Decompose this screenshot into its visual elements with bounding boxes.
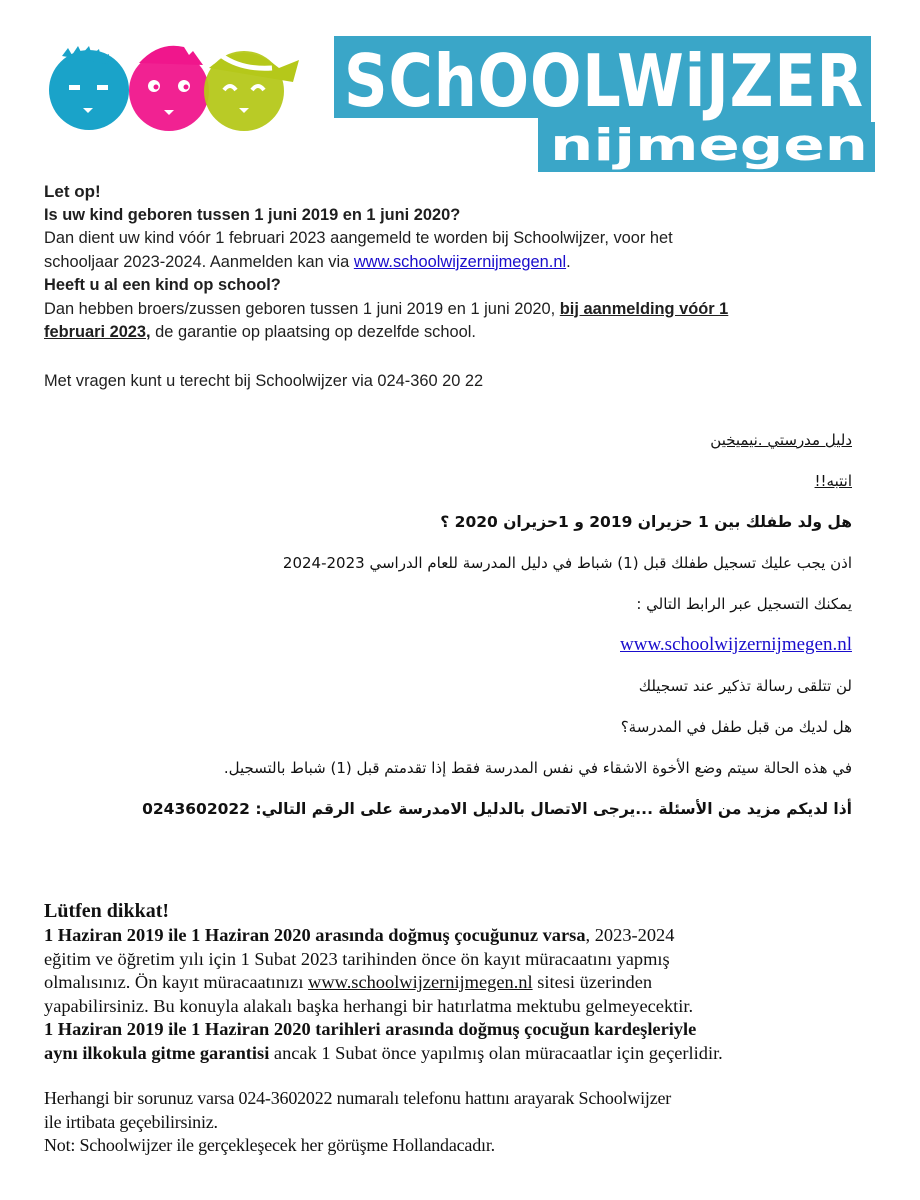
cyan-face-icon xyxy=(49,46,129,130)
turkish-text: ancak 1 Subat önce yapılmış olan müracaatlar için geçerlidir. xyxy=(269,1042,723,1063)
arabic-attention: انتبه!! xyxy=(814,472,852,490)
green-face-icon xyxy=(204,51,299,131)
arabic-contact: أذا لديكم مزيد من الأسئلة ...يرجى الاتصال بالدليل الامدرسة على الرقم التالي: 0243602022 xyxy=(142,800,852,818)
dutch-question-2: Heeft u al een kind op school? xyxy=(44,276,281,294)
arabic-heading: دليل مدرستي .نيميخين xyxy=(710,431,852,449)
turkish-contact-line-1: Herhangi bir sorunuz varsa 024-3602022 numaralı telefonu hattını arayarak Schoolwijzer xyxy=(44,1088,672,1108)
turkish-paragraph-1-line-3 xyxy=(44,971,874,995)
turkish-text: , 2023-2024 xyxy=(585,925,675,945)
dutch-text: de garantie op plaatsing op dezelfde school. xyxy=(150,323,476,341)
turkish-paragraph-1-line-4: yapabilirsiniz. Bu konuyla alakalı başka herhangi bir hatırlatma mektubu gelmeyecektir. xyxy=(44,995,694,1016)
logo-wordmark xyxy=(330,36,875,176)
dutch-bold-text: februari 2023, xyxy=(44,323,151,341)
pink-face-icon xyxy=(129,46,209,131)
dutch-contact: Met vragen kunt u terecht bij Schoolwijzer via 024-360 20 22 xyxy=(44,371,484,390)
turkish-paragraph-2-line-1: 1 Haziran 2019 ile 1 Haziran 2020 tarihleri arasında doğmuş çocuğun kardeşleriyle xyxy=(44,1019,697,1039)
turkish-section xyxy=(44,898,874,1158)
dutch-text: schooljaar 2023-2024. Aanmelden kan via xyxy=(44,252,354,271)
dutch-bold-text: bij aanmelding vóór 1 xyxy=(559,299,729,318)
arabic-website-link[interactable]: www.schoolwijzernijmegen.nl xyxy=(620,634,852,655)
dutch-text: Dan hebben broers/zussen geboren tussen 1 juni 2019 en 1 juni 2020, xyxy=(44,299,560,318)
dutch-section xyxy=(44,180,844,393)
arabic-line-2: يمكنك التسجيل عبر الرابط التالي : xyxy=(636,595,852,613)
arabic-question-1: هل ولد طفلك بين 1 حزيران 2019 و 1حزيران 2020 ؟ xyxy=(440,513,852,531)
turkish-text: olmalısınız. Ön kayıt müracaatınızı xyxy=(44,972,309,992)
arabic-line-4: في هذه الحالة سيتم وضع الأخوة الاشقاء في نفس المدرسة فقط إذا تقدمتم قبل (1) شباط بالتسجيل. xyxy=(223,759,852,777)
turkish-paragraph-1-line-2: eğitim ve öğretim yılı için 1 Subat 2023 tarihinden önce ön kayıt müracaatını yapmış xyxy=(44,948,670,969)
arabic-link-line xyxy=(92,633,852,674)
arabic-line-3: لن تتلقى رسالة تذكير عند تسجيلك xyxy=(638,677,852,695)
turkish-note: Not: Schoolwijzer ile gerçekleşecek her görüşme Hollandacadır. xyxy=(44,1135,495,1155)
dutch-question-1: Is uw kind geboren tussen 1 juni 2019 en 1 juni 2020? xyxy=(44,205,461,224)
dutch-text: . xyxy=(566,252,571,271)
brand-subname: nijmegen xyxy=(550,120,868,171)
arabic-line-1: اذن يجب عليك تسجيل طفلك قبل (1) شباط في دليل المدرسة للعام الدراسي 2023-2024 xyxy=(282,554,852,572)
turkish-contact-line-2: ile irtibata geçebilirsiniz. xyxy=(44,1111,218,1132)
dutch-title: Let op! xyxy=(44,182,101,201)
turkish-bold-text: aynı ilkokula gitme garantisi xyxy=(44,1042,270,1063)
turkish-text: sitesi üzerinden xyxy=(532,972,653,992)
turkish-paragraph-2-line-2 xyxy=(44,1042,874,1066)
dutch-paragraph-1-line-1: Dan dient uw kind vóór 1 februari 2023 aangemeld te worden bij Schoolwijzer, voor het xyxy=(44,229,673,247)
brand-name: SChOOLWiJZER xyxy=(344,39,864,123)
dutch-paragraph-2 xyxy=(44,298,844,345)
turkish-paragraph-1-line-1 xyxy=(44,924,874,948)
arabic-question-2: هل لديك من قبل طفل في المدرسة؟ xyxy=(620,718,852,736)
turkish-bold-text: 1 Haziran 2019 ile 1 Haziran 2020 arasında doğmuş çocuğunuz varsa xyxy=(44,925,586,945)
dutch-paragraph-1-line-2 xyxy=(44,251,844,275)
arabic-section xyxy=(92,428,852,838)
turkish-title: Lütfen dikkat! xyxy=(44,900,170,922)
turkish-website-link[interactable]: www.schoolwijzernijmegen.nl xyxy=(308,972,533,992)
logo-faces xyxy=(44,38,304,128)
dutch-website-link[interactable]: www.schoolwijzernijmegen.nl xyxy=(353,252,567,271)
